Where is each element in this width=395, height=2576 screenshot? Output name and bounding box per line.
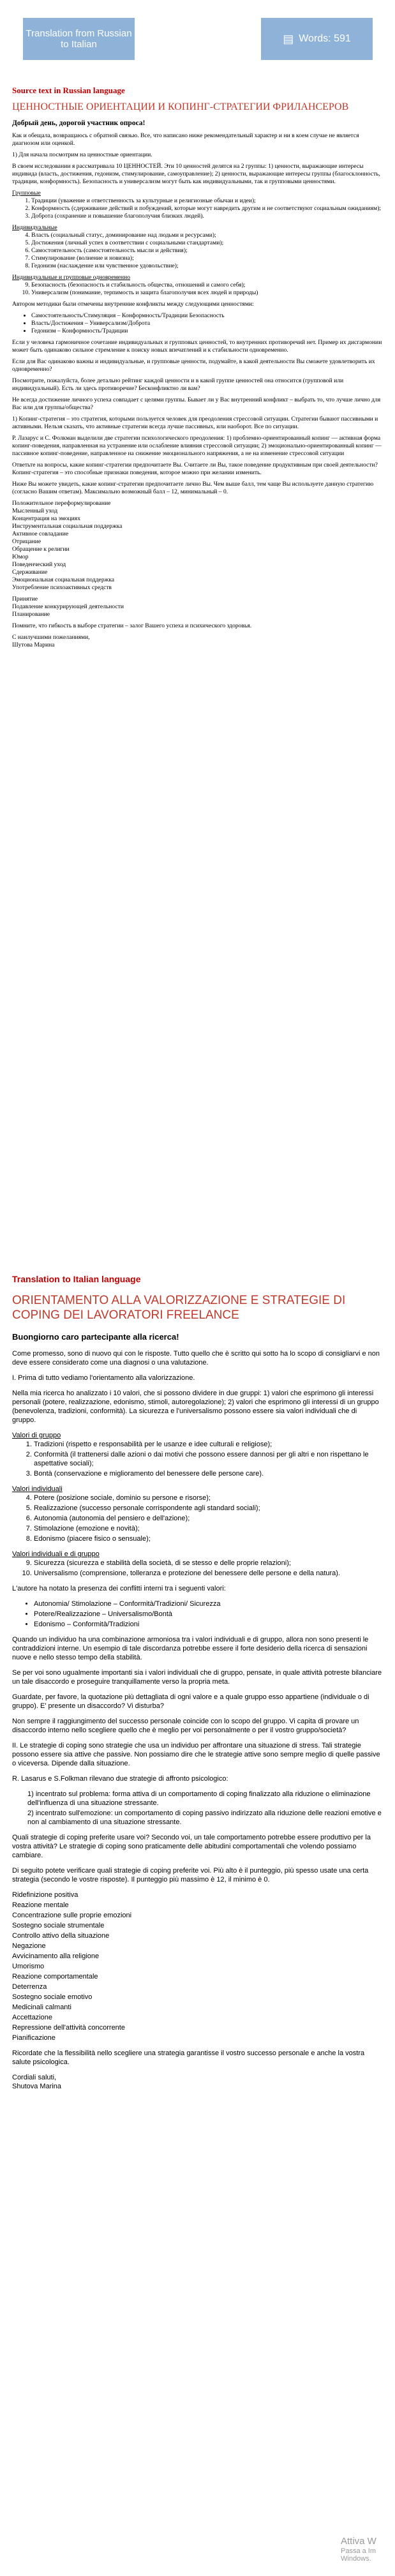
it-value-item: 5. Realizzazione (successo personale corrispondente agli standard sociali); — [34, 1504, 382, 1513]
it-value-item: 3. Bontà (conservazione e miglioramento del benessere delle persone care). — [34, 1469, 382, 1478]
it-coping-item: 1) incentrato sul problema: forma attiva di un comportamento di coping finalizzato alla riduzione o eliminazione dell'influenza di una situazione stressante. — [27, 1790, 371, 1807]
it-strategy-item: Concentrazione sulle proprie emozioni — [12, 1912, 132, 1919]
it-indiv-list — [12, 1494, 382, 1543]
ru-strategy-item: Планирование — [12, 611, 50, 618]
ru-strategy-item: Отрицание — [12, 538, 41, 545]
it-conflicts-list — [12, 1599, 382, 1629]
ru-mixed-list — [12, 281, 382, 297]
it-intro: Come promesso, sono di nuovo qui con le risposte. Tutto quello che è scritto qui sotto ha lo scopo di consigliarvi e non deve essere considerato come una diagnosi o una valutazione. — [12, 1350, 380, 1367]
ru-strategy-item: Подавление конкурирующей деятельности — [12, 603, 124, 610]
ru-conflict-item: • Гедонизм – Конформность/Традиции — [31, 327, 382, 335]
it-regards: Cordiali saluti, — [12, 2074, 57, 2081]
translation-badge — [23, 18, 135, 60]
it-q2: Guardate, per favore, la quotazione più dettagliata di ogni valore e a quale gruppo esso appartiene (individuale o di gruppo). E' presente un disaccordo? Vi disturba? — [12, 1693, 369, 1710]
ru-step1-text: В своем исследовании я рассматривала 10 ЦЕННОСТЕЙ. Эти 10 ценностей делятся на 2 группы: 1) ценности, выражающие интересы индивида (власть, достижения, гедонизм, стимулирование, самоуправление); 2) ценности, выражающие интересы группы (благосклонность, традиции, конформность). Безопасность и универсализм могут быть как индивидуальными, так и групповыми ценностями. — [12, 163, 380, 185]
it-conflicts-intro: L'autore ha notato la presenza dei conflitti interni tra i seguenti valori: — [12, 1585, 226, 1592]
ru-group-label: Групповые — [12, 190, 41, 197]
it-q1: Se per voi sono ugualmente importanti sia i valori individuali che di gruppo, pensate, in quale attività potreste bilanciare un tale disaccordo e proseguire tranquillamente verso la propria meta. — [12, 1669, 382, 1686]
it-indiv-label: Valori individuali — [12, 1485, 63, 1493]
ru-strategy-item: Принятие — [12, 595, 38, 603]
it-strategy-item: Controllo attivo della situazione — [12, 1932, 110, 1940]
it-step2: II. Le strategie di coping sono strategie che usa un individuo per affrontare una situazione di stress. Tali strategie possono essere sia attive che passive. Non possiamo dire che le strategie attive sono sempre meglio di quelle passive o viceversa. Dipende dalla situazione. — [12, 1742, 380, 1767]
ru-greeting: Добрый день, дорогой участник опроса! — [12, 119, 145, 127]
it-strategy-item: Sostegno sociale strumentale — [12, 1922, 105, 1929]
it-step2-intro: R. Lasarus e S.Folkman rilevano due strategie di affronto psicologico: — [12, 1775, 228, 1783]
it-value-item: 10. Universalismo (comprensione, tolleranza e protezione del benessere delle persone e della natura). — [34, 1569, 382, 1578]
it-mixed-label: Valori individuali e di gruppo — [12, 1550, 100, 1558]
translation-badge-label: Translation from Russian to Italian — [26, 28, 132, 50]
ru-conflict-item: • Власть/Достижения – Универсализм/Доброта — [31, 320, 382, 327]
it-coping-item: 2) incentrato sull'emozione: un comportamento di coping passivo indirizzato alla riduzione delle reazioni emotive e non al cambiamento di una situazione stressante. — [27, 1809, 382, 1826]
it-step1: I. Prima di tutto vediamo l'orientamento alla valorizzazione. — [12, 1374, 195, 1382]
it-strategy-item: Accettazione — [12, 2014, 52, 2021]
ru-value-item: 9. Безопасность (безопасность и стабильность общества, отношений и самого себя); — [31, 281, 382, 289]
it-strategy-item: Umorismo — [12, 1963, 45, 1970]
word-count-label: Words: 591 — [299, 33, 351, 44]
it-q3: Non sempre il raggiungimento del successo personale coincide con lo scopo del gruppo. Vi capita di provare un disaccordo interno nello scegliere quello che è meglio per voi personalmente o per il vostro gruppo/società? — [12, 1718, 359, 1734]
it-greeting: Buongiorno caro partecipante alla ricerca! — [12, 1332, 179, 1342]
it-conflict-item: • Edonismo – Conformità/Tradizioni — [34, 1620, 382, 1629]
it-signature: Shutova Marina — [12, 2083, 62, 2090]
ru-q3: Не всегда достижение личного успеха совпадает с целями группы. Бывает ли у Вас внутренний конфликт – выбрать то, что лучше лично для Вас или для группы/общества? — [12, 396, 381, 411]
it-strategy-item: Deterrenza — [12, 1983, 47, 1991]
ru-value-item: 4. Власть (социальный статус, доминирование над людьми и ресурсами); — [31, 232, 382, 239]
ru-regards: С наилучшими пожеланиями, — [12, 634, 90, 641]
ru-value-item: 3. Доброта (сохранение и повышение благополучия близких людей). — [31, 213, 382, 220]
it-strategy-item: Ridefinizione positiva — [12, 1891, 78, 1899]
ru-step2-more: Ответьте на вопросы, какие копинг-стратегии предпочитаете Вы. Считаете ли Вы, такое поведение продуктивным при своей деятельности? Копинг-стратегия – это способные признаки поведения, которое можно при желании изменить. — [12, 461, 378, 476]
ru-step2: 1) Копинг-стратегия – это стратегия, которыми пользуется человек для преодоления стрессовой ситуации. Стратегии бывают пассивными и активными. Нельзя сказать, что активные стратегии всегда лучше пассивных, или наоборот. Все по ситуации. — [12, 416, 378, 430]
it-conflict-item: • Autonomia/ Stimolazione – Conformità/Tradizioni/ Sicurezza — [34, 1599, 382, 1608]
italian-translation-text — [12, 1293, 382, 2097]
ru-mixed-label: Индивидуальные и групповые одновременно — [12, 274, 130, 281]
ru-value-item: 8. Гедонизм (наслаждение или чувственное удовольствие); — [31, 262, 382, 270]
it-strategy-item: Negazione — [12, 1942, 46, 1950]
it-q4: Quali strategie di coping preferite usare voi? Secondo voi, un tale comportamento potrebbe essere produttivo per la vostra attività? Le strategie di coping sono praticamente delle abitudini comportamentali che volendo possiamo cambiare. — [12, 1834, 371, 1859]
it-value-item: 1. Tradizioni (rispetto e responsabilità per le usanze e idee culturali e religiose); — [34, 1440, 382, 1449]
it-group-list — [12, 1440, 382, 1478]
ru-conflicts-list — [12, 312, 382, 335]
ru-strategy-item: Обращение к религии — [12, 546, 70, 553]
it-title: ORIENTAMENTO ALLA VALORIZZAZIONE E STRATEGIE DI COPING DEI LAVORATORI FREELANCE — [12, 1294, 346, 1322]
ru-extra-list — [12, 595, 382, 618]
ru-q2: Посмотрите, пожалуйста, более детально рейтинг каждой ценности и в какой группе ценностей она относится (групповой или индивидуальный). Есть ли здесь противоречие? Бесконфликтно ли вам? — [12, 377, 344, 392]
ru-harmony: Если у человека гармоничное сочетание индивидуальных и групповых ценностей, то внутренних противоречий нет. Пример их дисгармонии может быть одинаково сильное стремление к поиску новых впечатлений и к стабильности одновременно. — [12, 339, 382, 354]
ru-value-item: 2. Конформность (сдерживание действий и побуждений, которые могут навредить другим и не соответствуют социальным ожиданиям); — [31, 205, 382, 213]
ru-value-item: 6. Самостоятельность (самостоятельность мысли и действия); — [31, 247, 382, 255]
it-strategy-item: Repressione dell'attività concorrente — [12, 2024, 125, 2032]
document-icon: ▤ — [283, 32, 294, 45]
ru-group-list — [12, 197, 382, 220]
ru-value-item: 1. Традиции (уважение и ответственность за культурные и религиозные обычаи и идеи); — [31, 197, 382, 205]
it-value-item: 7. Stimolazione (emozione e novità); — [34, 1524, 382, 1533]
ru-strategy-item: Юмор — [12, 553, 29, 560]
watermark-line1: Attiva W — [341, 2536, 376, 2547]
ru-value-item: 5. Достижения (личный успех в соответствии с социальными стандартами); — [31, 239, 382, 247]
it-value-item: 6. Autonomia (autonomia del pensiero e dell'azione); — [34, 1514, 382, 1523]
it-value-item: 9. Sicurezza (sicurezza e stabilità della società, di se stesso e delle proprie relazioni); — [34, 1559, 382, 1568]
it-conflict-item: • Potere/Realizzazione – Universalismo/Bontà — [34, 1610, 382, 1619]
ru-signature: Шутова Марина — [12, 641, 55, 648]
ru-q1: Если для Вас одинаково важны и индивидуальные, и групповые ценности, подумайте, в какой деятельности Вы сможете удовлетворить их одновременно? — [12, 358, 375, 373]
ru-step1: 1) Для начала посмотрим на ценностные ориентации. — [12, 151, 153, 158]
ru-intro: Как и обещала, возвращаюсь с обратной связью. Все, что написано ниже рекомендательный характер и ни в коем случае не является диагнозом или оценкой. — [12, 132, 359, 147]
ru-strategy-item: Эмоциональная социальная поддержка — [12, 576, 115, 583]
windows-activation-watermark — [341, 2536, 392, 2563]
target-section-label: Translation to Italian language — [12, 1274, 141, 1284]
word-count-badge — [261, 18, 373, 60]
ru-strategy-item: Мысленный уход — [12, 507, 58, 514]
ru-strategies-list — [12, 500, 382, 592]
ru-strategy-item: Активное совладание — [12, 530, 69, 537]
it-strategy-item: Medicinali calmanti — [12, 2003, 71, 2011]
russian-source-text — [12, 101, 382, 653]
ru-indiv-label: Индивидуальные — [12, 224, 57, 231]
it-strategy-item: Sostegno sociale emotivo — [12, 1993, 93, 2001]
it-strategy-item: Reazione comportamentale — [12, 1973, 98, 1981]
ru-conflicts-intro: Автором методики были отмечены внутренние конфликты между следующими ценностями: — [12, 301, 254, 308]
it-value-item: 8. Edonismo (piacere fisico o sensuale); — [34, 1534, 382, 1543]
it-flex: Ricordate che la flessibilità nello scegliere una strategia garantisse il vostro successo personale e anche la vostra salute psicologica. — [12, 2049, 365, 2066]
it-score-text: Di seguito potete verificare quali strategie di coping preferite voi. Più alto è il punteggio, più spesso usate una certa strategia (secondo le vostre risposte). Il punteggio più massimo è 12, il minimo è 0. — [12, 1867, 369, 1883]
ru-strategy-item: Поведенческий уход — [12, 561, 66, 568]
ru-strategy-item: Инструментальная социальная поддержка — [12, 523, 123, 530]
ru-value-item: 7. Стимулирование (волнение и новизна); — [31, 255, 382, 262]
source-section-label: Source text in Russian language — [12, 86, 125, 95]
watermark-line3: Windows. — [341, 2555, 371, 2563]
it-step1-text: Nella mia ricerca ho analizzato i 10 valori, che si possono dividere in due gruppi: 1) valori che esprimono gli interessi personali (potere, realizzazione, edonismo, stimoli, autoregolazione); 2) valori che esprimono gli interessi di un gruppo (benevolenza, tradizioni, conformità). La sicurezza e l'universalismo possono essere sia valori individuali che di gruppo. — [12, 1389, 379, 1424]
header-banner — [0, 0, 395, 61]
ru-strategy-item: Употребление психоактивных средств — [12, 584, 112, 591]
it-mixed-list — [12, 1559, 382, 1578]
watermark-line2: Passa a Im — [341, 2547, 376, 2555]
it-value-item: 4. Potere (posizione sociale, dominio su persone e risorse); — [34, 1494, 382, 1502]
it-value-item: 2. Conformità (il trattenersi dalle azioni o dai motivi che possono essere dannosi per gli altri e non rispettano le aspettative sociali); — [34, 1450, 382, 1468]
ru-strategy-item: Концентрация на эмоциях — [12, 515, 80, 522]
ru-title: ЦЕННОСТНЫЕ ОРИЕНТАЦИИ И КОПИНГ-СТРАТЕГИИ ФРИЛАНСЕРОВ — [12, 101, 349, 112]
it-step2-list — [12, 1790, 382, 1827]
ru-score-text: Ниже Вы можете увидеть, какие копинг-стратегии предпочитаете лично Вы. Чем выше балл, тем чаще Вы используете данную стратегию (согласно Вашим ответам). Максимально возможный балл – 12, минимальный – 0. — [12, 481, 374, 495]
ru-step2-text: Р. Лазарус и С. Фолкман выделили две стратегии психологического преодоления: 1) проблемно-ориентированный копинг — активная форма копинг-поведения, направленная на устранение или ослабление влияния стрессовой ситуации; 2) эмоционально-ориентированный копинг — пассивное копинг-поведение, направленное на снижение эмоционального напряжения, а не на изменение стрессовой ситуации — [12, 435, 382, 457]
ru-indiv-list — [12, 232, 382, 270]
it-strategy-item: Reazione mentale — [12, 1901, 69, 1909]
ru-conflict-item: • Самостоятельность/Стимуляция – Конформность/Традиции Безопасность — [31, 312, 382, 320]
it-strategy-item: Avvicinamento alla religione — [12, 1952, 100, 1960]
ru-strategy-item: Сдерживание — [12, 569, 48, 576]
it-harmony: Quando un individuo ha una combinazione armoniosa tra i valori individuali e di gruppo, allora non sono presenti le contraddizioni interne. Un esempio di tale discordanza potrebbe essere il forte desiderio della ricerca di sensazioni nuove e nello stesso tempo della stabilità. — [12, 1636, 369, 1661]
it-strategy-item: Pianificazione — [12, 2034, 56, 2042]
ru-strategy-item: Положительное переформулирование — [12, 500, 111, 507]
ru-value-item: 10. Универсализм (понимание, терпимость и защита благополучия всех людей и природы) — [31, 289, 382, 297]
it-group-label: Valori di gruppo — [12, 1432, 61, 1439]
ru-flex: Помните, что гибкость в выборе стратегии – залог Вашего успеха и психического здоровья. — [12, 622, 252, 629]
it-strategies-list — [12, 1891, 382, 2042]
